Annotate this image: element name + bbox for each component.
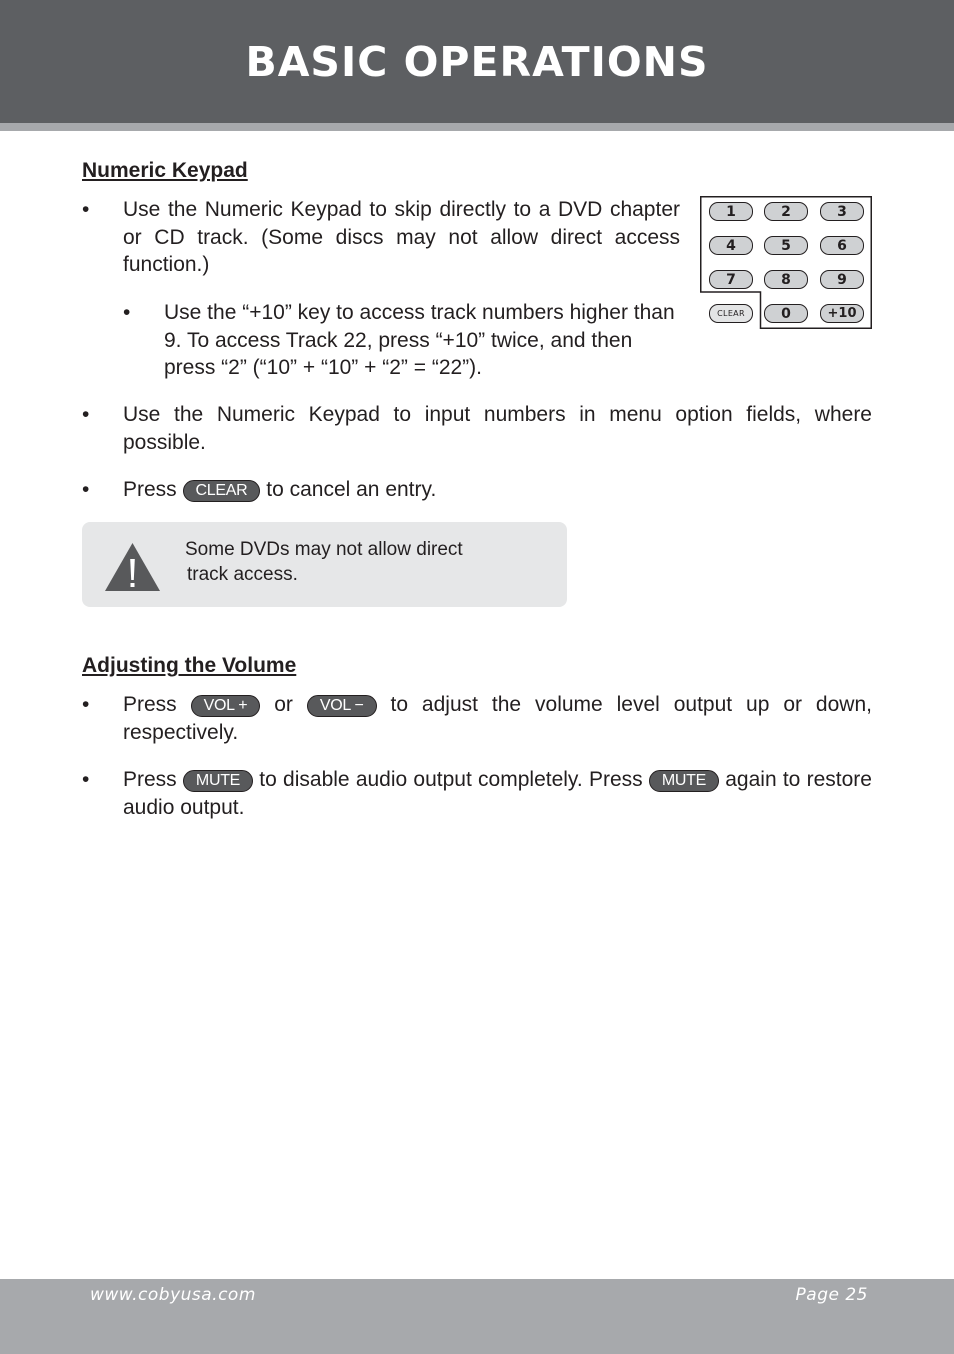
list-item: • Press CLEAR to cancel an entry. xyxy=(82,478,437,501)
note-line: Some DVDs may not allow direct xyxy=(185,539,463,560)
keypad-subbullet-plus10: Use the “+10” key to access track numbers higher than 9. To access Track 22, press “+10” twice, and then press “2” (“10” + “10” + “2” = “22”). xyxy=(164,301,675,379)
vol-down-button-label: VOL − xyxy=(307,695,377,717)
bullet-text: again to restore audio output. xyxy=(123,768,872,819)
key-9: 9 xyxy=(820,270,864,289)
key-7: 7 xyxy=(709,270,753,289)
key-clear: CLEAR xyxy=(709,304,753,323)
footer-url: www.cobyusa.com xyxy=(90,1285,256,1305)
key-0: 0 xyxy=(764,304,808,323)
key-2: 2 xyxy=(764,202,808,221)
warning-triangle-icon xyxy=(104,542,161,592)
header-divider xyxy=(0,123,954,131)
keypad-bullet-skip: Use the Numeric Keypad to skip directly to a DVD chapter or CD track. (Some discs may not allow direct access function.) xyxy=(123,198,680,276)
keypad-bullet-menu: Use the Numeric Keypad to input numbers in menu option fields, where possible. xyxy=(123,403,872,454)
page-title: BASIC OPERATIONS xyxy=(245,37,709,86)
bullet-text: or xyxy=(274,693,293,716)
page-footer xyxy=(0,1279,954,1354)
list-item: • Press VOL + or VOL − to adjust the volume level output up or down, respectively. xyxy=(82,693,872,744)
mute-button-label: MUTE xyxy=(183,770,253,792)
numeric-keypad-illustration xyxy=(700,196,872,329)
note-line: track access. xyxy=(187,564,298,585)
clear-button-label: CLEAR xyxy=(183,480,261,502)
key-5: 5 xyxy=(764,236,808,255)
key-3: 3 xyxy=(820,202,864,221)
bullet-text: to disable audio output completely. Press xyxy=(259,768,643,791)
bullet-text: to cancel an entry. xyxy=(266,478,437,501)
list-item: • Use the Numeric Keypad to skip directly to a DVD chapter or CD track. (Some discs may not allow direct access function.) xyxy=(82,198,680,276)
page-number: Page 25 xyxy=(795,1285,868,1305)
key-6: 6 xyxy=(820,236,864,255)
list-item: • Press MUTE to disable audio output completely. Press MUTE again to restore audio output. xyxy=(82,768,872,819)
adjusting-volume-heading: Adjusting the Volume xyxy=(82,654,297,677)
mute-button-label: MUTE xyxy=(649,770,719,792)
note-box xyxy=(82,522,567,607)
bullet-text: to adjust the volume level output up or down, respectively. xyxy=(123,693,872,744)
key-8: 8 xyxy=(764,270,808,289)
note-text xyxy=(185,537,463,587)
bullet-text: Press xyxy=(123,693,177,716)
list-item: • Use the Numeric Keypad to input numbers in menu option fields, where possible. xyxy=(82,403,872,454)
bullet-text: Press xyxy=(123,478,177,501)
vol-up-button-label: VOL + xyxy=(191,695,261,717)
key-4: 4 xyxy=(709,236,753,255)
key-1: 1 xyxy=(709,202,753,221)
numeric-keypad-heading: Numeric Keypad xyxy=(82,159,248,182)
page-header xyxy=(0,0,954,123)
key-plus10: +10 xyxy=(820,304,864,323)
bullet-text: Press xyxy=(123,768,177,791)
list-item: • Use the “+10” key to access track numbers higher than 9. To access Track 22, press “+10” twice, and then press “2” (“10” + “10” + “2” = “22”). xyxy=(123,301,675,379)
